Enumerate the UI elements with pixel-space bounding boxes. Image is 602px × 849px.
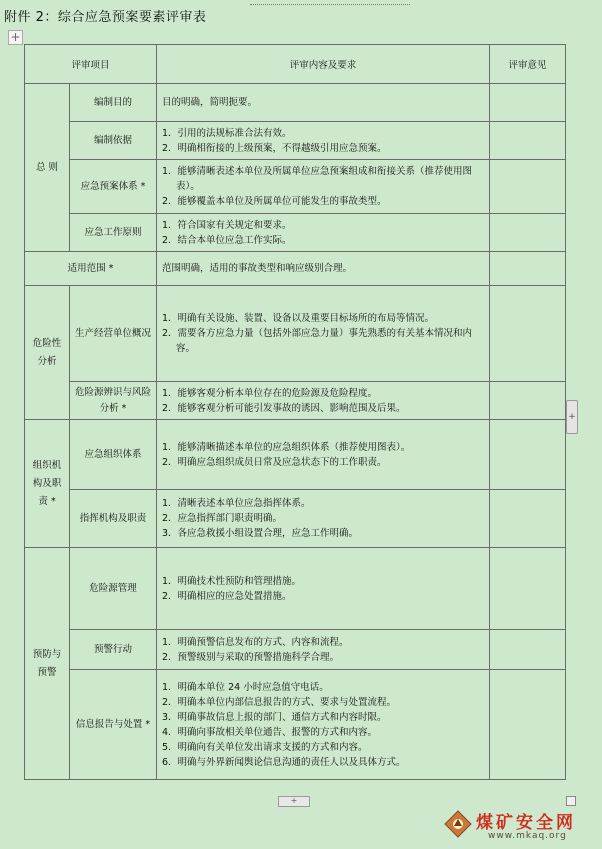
add-row-button[interactable] bbox=[278, 796, 310, 807]
content-cell bbox=[157, 490, 490, 548]
content-cell bbox=[157, 160, 490, 214]
item-cell: 应急组织体系 bbox=[70, 420, 157, 490]
requirement-line: 2．预警级别与采取的预警措施科学合理。 bbox=[162, 651, 340, 663]
item-cell: 生产经营单位概况 bbox=[70, 286, 157, 382]
requirement-line: 1．明确有关设施、装置、设备以及重要目标场所的布局等情况。 bbox=[162, 313, 435, 324]
content-cell bbox=[157, 214, 490, 252]
requirement-line: 2．需要各方应急力量（包括外部应急力量）事先熟悉的有关基本情况和内容。 bbox=[162, 328, 473, 354]
category-cell: 危险性分析 bbox=[25, 286, 70, 420]
plus-icon: + bbox=[568, 412, 576, 422]
table-row bbox=[25, 382, 566, 420]
requirement-line: 3．各应急救援小组设置合理，应急工作明确。 bbox=[162, 528, 359, 539]
watermark-url: www.mkaq.org bbox=[488, 831, 567, 841]
requirement-line: 1．符合国家有关规定和要求。 bbox=[162, 219, 292, 231]
requirement-line: 3．明确事故信息上报的部门、通信方式和内容时限。 bbox=[162, 711, 387, 723]
table-row bbox=[25, 548, 566, 630]
content-cell bbox=[157, 420, 490, 490]
table-row bbox=[25, 490, 566, 548]
requirement-line: 1．明确本单位 24 小时应急值守电话。 bbox=[162, 681, 329, 693]
table-row bbox=[25, 670, 566, 780]
opinion-cell[interactable] bbox=[490, 122, 566, 160]
opinion-cell[interactable] bbox=[490, 630, 566, 670]
item-cell: 危险源管理 bbox=[70, 548, 157, 630]
requirement-line: 1．能够清晰表述本单位及所属单位应急预案组成和衔接关系（推荐使用图表）。 bbox=[162, 166, 473, 192]
table-resize-handle[interactable] bbox=[566, 796, 576, 806]
opinion-cell[interactable] bbox=[490, 252, 566, 286]
opinion-cell[interactable] bbox=[490, 214, 566, 252]
review-table bbox=[24, 44, 566, 780]
requirement-line: 1．清晰表述本单位应急指挥体系。 bbox=[162, 498, 311, 509]
item-cell: 应急工作原则 bbox=[70, 214, 157, 252]
table-row bbox=[25, 84, 566, 122]
plus-icon: + bbox=[290, 796, 298, 805]
item-cell: 编制目的 bbox=[70, 84, 157, 122]
plus-icon: + bbox=[10, 30, 21, 44]
header-content: 评审内容及要求 bbox=[157, 45, 490, 84]
opinion-cell[interactable] bbox=[490, 490, 566, 548]
requirement-line: 2．能够覆盖本单位及所属单位可能发生的事故类型。 bbox=[162, 196, 387, 207]
requirement-line: 4．明确向事故相关单位通告、报警的方式和内容。 bbox=[162, 726, 378, 738]
requirement-line: 1．明确预警信息发布的方式、内容和流程。 bbox=[162, 636, 349, 648]
requirement-line: 2．结合本单位应急工作实际。 bbox=[162, 234, 292, 246]
category-cell: 组织机构及职责 * bbox=[25, 420, 70, 548]
content-cell bbox=[157, 286, 490, 382]
requirement-line: 5．明确向有关单位发出请求支援的方式和内容。 bbox=[162, 741, 368, 753]
table-row bbox=[25, 420, 566, 490]
content-cell bbox=[157, 670, 490, 780]
content-cell bbox=[157, 252, 490, 286]
requirement-line: 范围明确，适用的事故类型和响应级别合理。 bbox=[162, 263, 353, 274]
table-row bbox=[25, 160, 566, 214]
item-cell: 应急预案体系 * bbox=[70, 160, 157, 214]
table-row bbox=[25, 122, 566, 160]
table-row bbox=[25, 630, 566, 670]
content-cell bbox=[157, 548, 490, 630]
requirement-line: 2．明确相应的应急处置措施。 bbox=[162, 590, 292, 602]
requirement-line: 2．能够客观分析可能引发事故的诱因、影响范围及后果。 bbox=[162, 402, 406, 414]
requirement-line: 1．引用的法规标准合法有效。 bbox=[162, 127, 292, 139]
opinion-cell[interactable] bbox=[490, 548, 566, 630]
content-cell bbox=[157, 84, 490, 122]
ruler-mark bbox=[250, 0, 410, 5]
opinion-cell[interactable] bbox=[490, 420, 566, 490]
side-expand-handle[interactable] bbox=[566, 400, 578, 434]
item-cell: 指挥机构及职责 bbox=[70, 490, 157, 548]
table-header-row bbox=[25, 45, 566, 84]
item-cell: 预警行动 bbox=[70, 630, 157, 670]
content-cell bbox=[157, 122, 490, 160]
category-cell: 适用范围 * bbox=[25, 252, 157, 286]
category-cell: 预防与预警 bbox=[25, 548, 70, 780]
header-opinion: 评审意见 bbox=[490, 45, 566, 84]
logo-icon bbox=[444, 810, 472, 838]
opinion-cell[interactable] bbox=[490, 160, 566, 214]
item-cell: 信息报告与处置 * bbox=[70, 670, 157, 780]
requirement-line: 2．明确相衔接的上级预案，不得越级引用应急预案。 bbox=[162, 142, 387, 154]
content-cell bbox=[157, 630, 490, 670]
requirement-line: 2．明确本单位内部信息报告的方式、要求与处置流程。 bbox=[162, 696, 397, 708]
watermark-brand: 煤矿安全网 bbox=[476, 813, 576, 833]
table-row bbox=[25, 286, 566, 382]
requirement-line: 6．明确与外界新闻舆论信息沟通的责任人以及具体方式。 bbox=[162, 756, 406, 768]
requirement-line: 2．应急指挥部门职责明确。 bbox=[162, 513, 283, 524]
opinion-cell[interactable] bbox=[490, 382, 566, 420]
table-row bbox=[25, 252, 566, 286]
requirement-line: 目的明确，简明扼要。 bbox=[162, 97, 258, 108]
watermark bbox=[444, 806, 600, 846]
requirement-line: 1．能够清晰描述本单位的应急组织体系（推荐使用图表）。 bbox=[162, 441, 411, 453]
document-title: 附件 2：综合应急预案要素评审表 bbox=[4, 10, 207, 25]
table-move-handle[interactable] bbox=[8, 30, 23, 45]
content-cell bbox=[157, 382, 490, 420]
item-cell: 危险源辨识与风险分析 * bbox=[70, 382, 157, 420]
requirement-line: 2．明确应急组织成员日常及应急状态下的工作职责。 bbox=[162, 456, 387, 468]
opinion-cell[interactable] bbox=[490, 670, 566, 780]
category-cell: 总 则 bbox=[25, 84, 70, 252]
table-row bbox=[25, 214, 566, 252]
requirement-line: 1．明确技术性预防和管理措施。 bbox=[162, 575, 302, 587]
requirement-line: 1．能够客观分析本单位存在的危险源及危险程度。 bbox=[162, 387, 378, 399]
opinion-cell[interactable] bbox=[490, 286, 566, 382]
header-item: 评审项目 bbox=[25, 45, 157, 84]
opinion-cell[interactable] bbox=[490, 84, 566, 122]
item-cell: 编制依据 bbox=[70, 122, 157, 160]
